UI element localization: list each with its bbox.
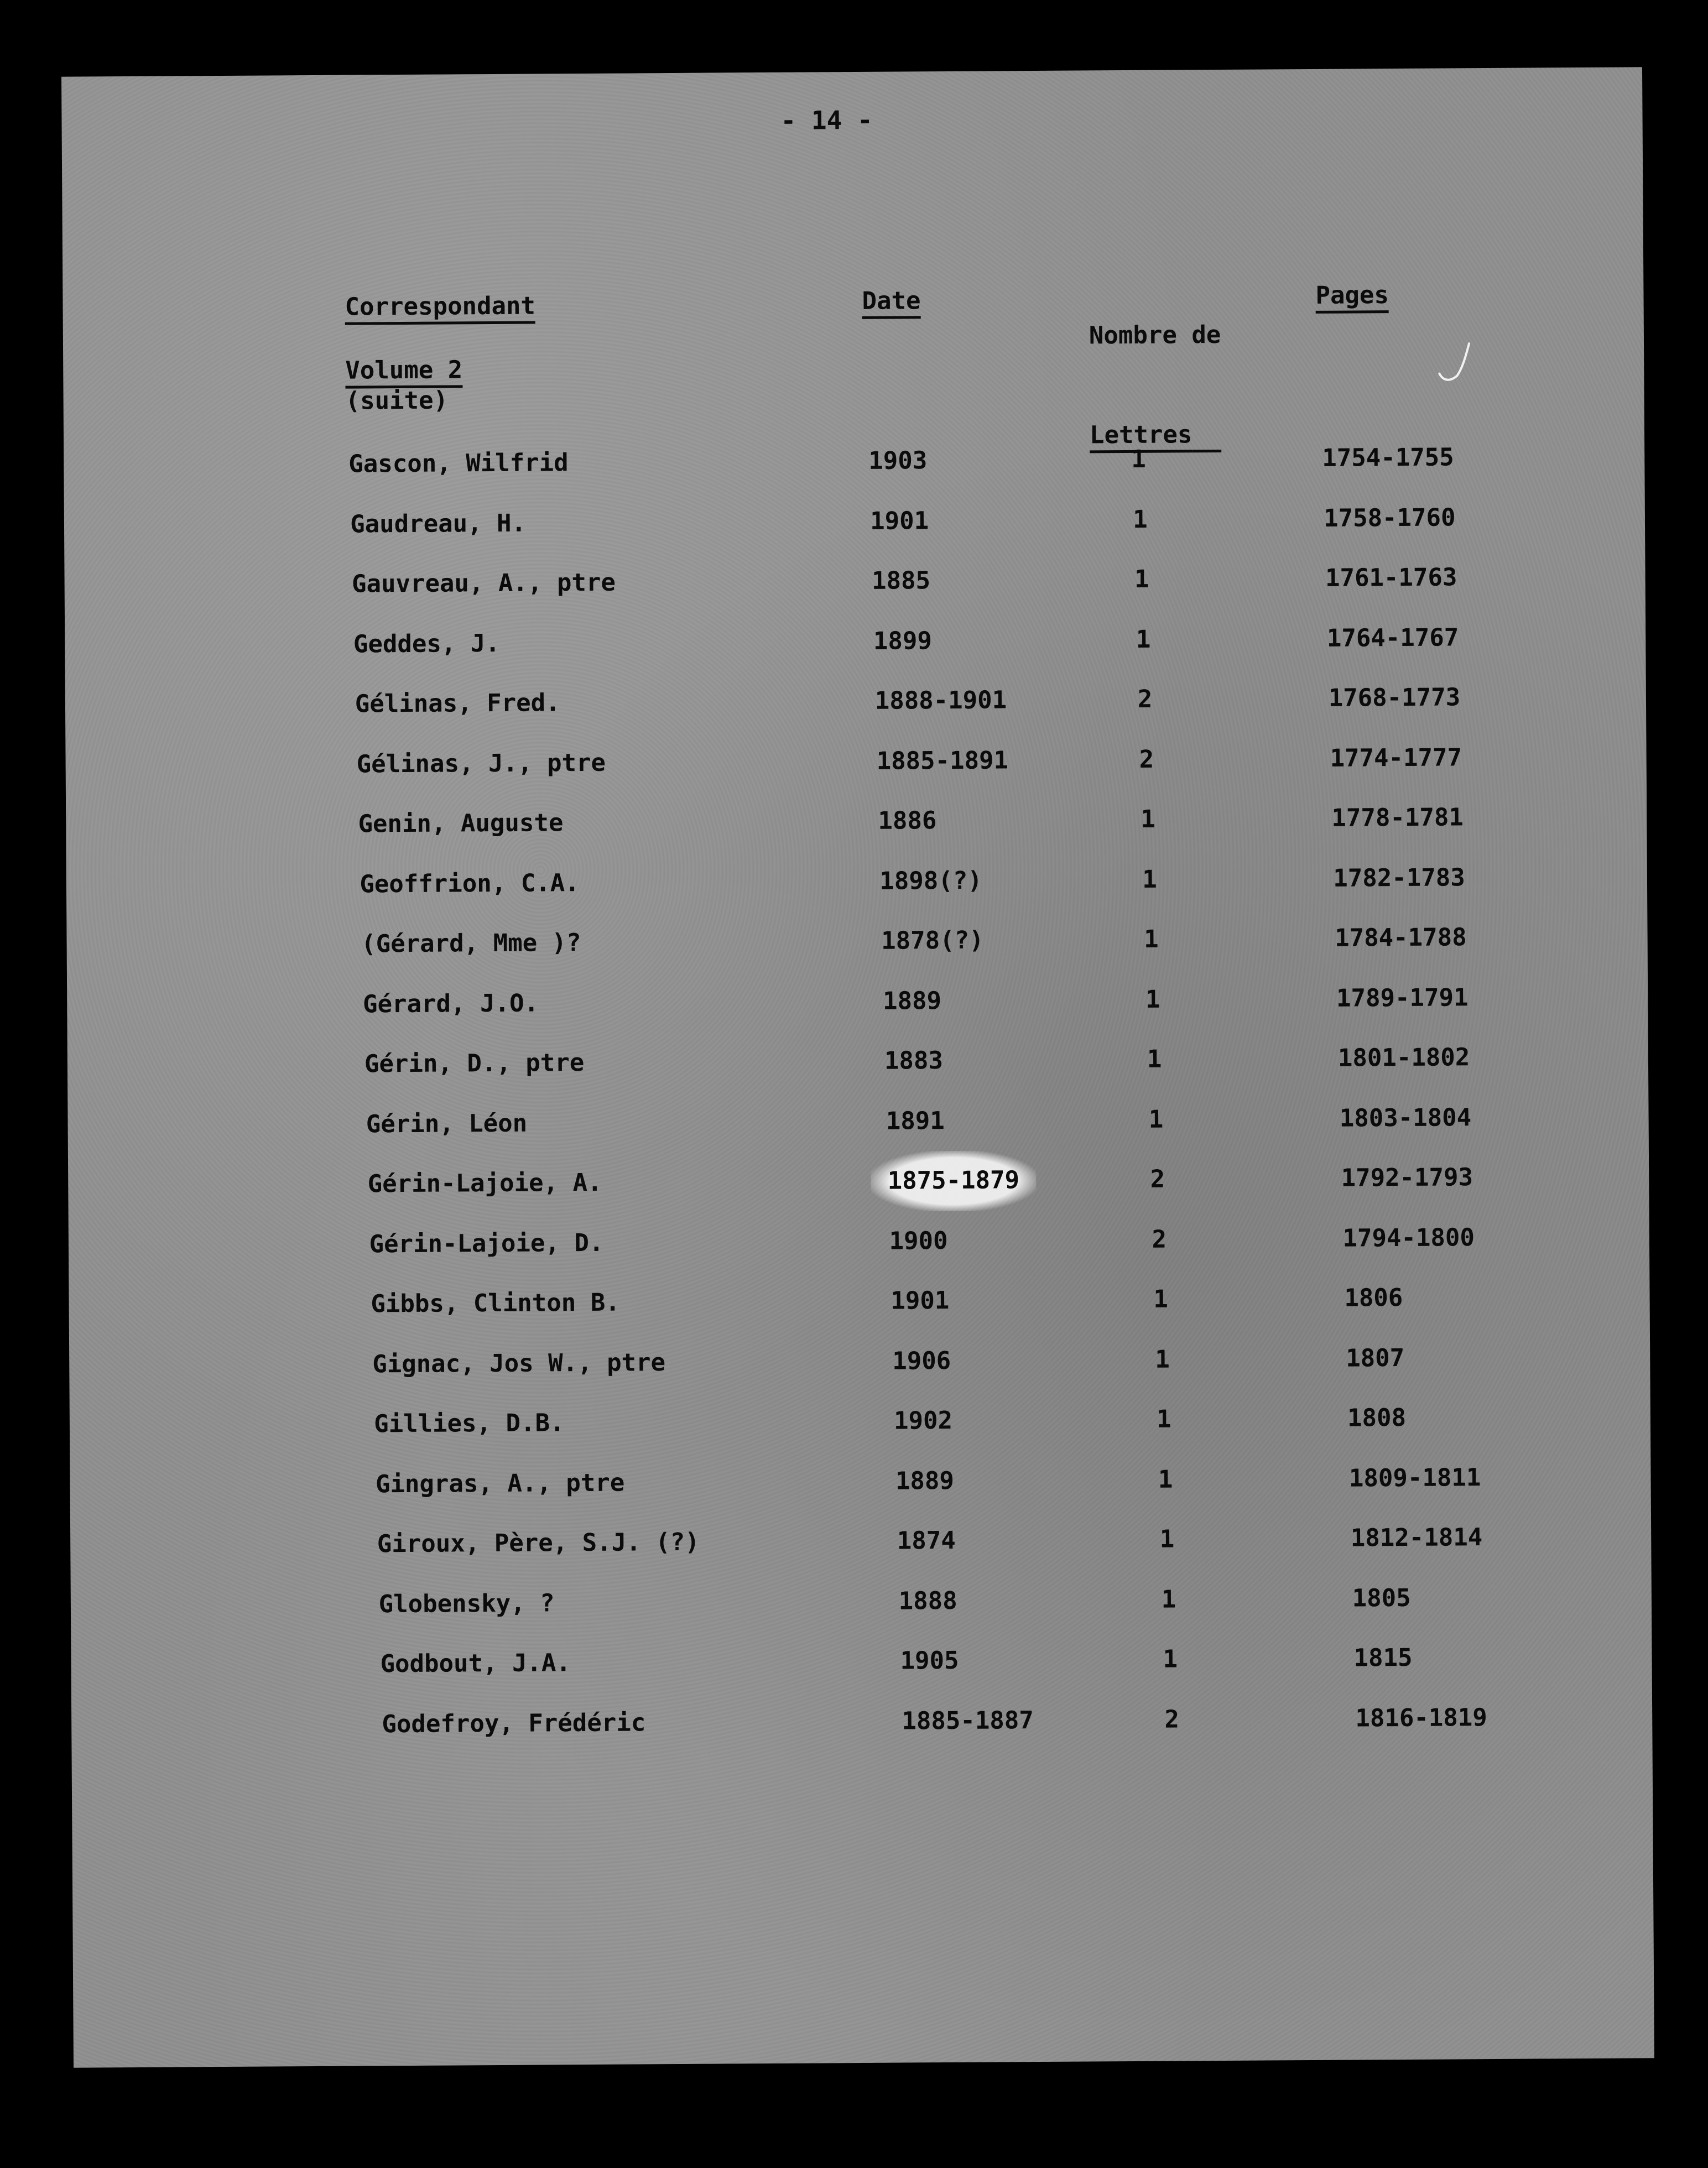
letter-count: 1: [1156, 1405, 1171, 1434]
page-range: 1774-1777: [1330, 743, 1462, 773]
page-range: 1807: [1346, 1343, 1405, 1373]
table-row: [76, 906, 1648, 976]
letter-count: 1: [1161, 1585, 1176, 1614]
table-row: [93, 1567, 1652, 1637]
letter-count: 2: [1152, 1225, 1167, 1254]
correspondent-name: Gérin-Lajoie, D.: [369, 1228, 604, 1258]
table-row: [70, 666, 1646, 736]
letter-count: 1: [1136, 625, 1151, 654]
correspondent-name: Gignac, Jos W., ptre: [372, 1348, 666, 1378]
table-row: [84, 1207, 1649, 1276]
table-row: [87, 1327, 1650, 1396]
header-date-label: Date: [862, 286, 920, 319]
letter-date: 1885-1891: [876, 746, 1009, 775]
table-row: [86, 1267, 1650, 1336]
letter-date: 1898(?): [879, 866, 982, 895]
letter-count: 2: [1139, 745, 1154, 774]
letter-count: 2: [1150, 1165, 1165, 1194]
page-range: 1758-1760: [1323, 503, 1456, 533]
letter-date: 1902: [893, 1406, 953, 1435]
letter-date: 1889: [895, 1466, 955, 1495]
page-range: 1794-1800: [1342, 1223, 1475, 1253]
table-row: [73, 786, 1647, 856]
letter-date: 1900: [889, 1226, 948, 1255]
document-page: [61, 67, 1654, 2067]
letter-count: 1: [1144, 925, 1159, 953]
correspondent-name: Gillies, D.B.: [373, 1409, 565, 1439]
letter-date: 1888-1901: [874, 686, 1007, 715]
correspondent-name: Gascon, Wilfrid: [348, 449, 569, 478]
page-range: 1764-1767: [1326, 623, 1459, 653]
page-range: 1782-1783: [1333, 863, 1465, 893]
letter-date: 1875-1879: [871, 1150, 1036, 1211]
letter-date: 1906: [892, 1346, 951, 1375]
letter-date: 1883: [884, 1046, 944, 1075]
table-row: [89, 1387, 1650, 1456]
table-row: [92, 1507, 1652, 1576]
correspondent-name: (Gérard, Mme )?: [361, 929, 581, 958]
page-range: 1816-1819: [1355, 1703, 1487, 1733]
correspondent-name: Godbout, J.A.: [380, 1649, 571, 1679]
correspondent-name: Geoffrion, C.A.: [360, 868, 580, 898]
correspondent-name: Gélinas, J., ptre: [356, 748, 606, 779]
correspondent-name: Gérin-Lajoie, A.: [367, 1168, 602, 1198]
letter-date: 1878(?): [881, 926, 984, 955]
header-correspondant: [345, 290, 535, 324]
checkmark-icon: [1435, 339, 1474, 389]
letter-count: 1: [1155, 1345, 1170, 1374]
page-range: 1754-1755: [1322, 443, 1454, 472]
table-row: [69, 607, 1646, 676]
table-row: [71, 727, 1647, 796]
section-volume-label: Volume 2: [345, 356, 462, 388]
letter-count: 1: [1163, 1645, 1178, 1674]
page-number: - 14 -: [780, 105, 873, 136]
table-row: [80, 1026, 1649, 1096]
header-nombre-line1: Nombre de: [1089, 320, 1221, 350]
letter-count: 1: [1158, 1465, 1173, 1494]
correspondent-name: Gibbs, Clinton B.: [371, 1288, 620, 1318]
page-range: 1808: [1347, 1403, 1407, 1432]
header-date: [862, 284, 920, 318]
letter-count: 1: [1142, 865, 1157, 894]
table-row: [78, 967, 1648, 1036]
table-row: [95, 1627, 1652, 1696]
page-range: 1761-1763: [1325, 563, 1457, 592]
letter-date: 1901: [869, 506, 929, 535]
page-range: 1805: [1352, 1583, 1411, 1613]
correspondent-name: Gérin, Léon: [366, 1109, 528, 1138]
correspondent-name: Globensky, ?: [378, 1588, 555, 1618]
correspondent-name: Gérin, D., ptre: [364, 1049, 585, 1078]
header-pages-label: Pages: [1315, 281, 1389, 314]
letter-count: 2: [1137, 685, 1153, 713]
letter-count: 1: [1148, 1105, 1164, 1134]
letter-date: 1885: [871, 566, 931, 595]
correspondent-name: Gérard, J.O.: [362, 989, 539, 1018]
table-row: [91, 1447, 1651, 1516]
page-range: 1789-1791: [1336, 983, 1469, 1013]
correspondent-name: Giroux, Père, S.J. (?): [377, 1528, 700, 1559]
correspondence-table: [64, 426, 1653, 1756]
correspondent-name: Gingras, A., ptre: [375, 1468, 625, 1498]
correspondent-name: Gaudreau, H.: [350, 509, 527, 539]
page-range: 1806: [1344, 1283, 1403, 1312]
letter-count: 2: [1164, 1705, 1180, 1734]
table-row: [64, 426, 1645, 496]
table-row: [97, 1687, 1652, 1757]
correspondent-name: Geddes, J.: [353, 629, 500, 659]
letter-count: 1: [1145, 985, 1160, 1014]
letter-count: 1: [1141, 805, 1156, 833]
letter-date: 1901: [891, 1286, 950, 1315]
letter-count: 1: [1132, 505, 1148, 534]
section-volume: [345, 353, 462, 387]
letter-count: 1: [1134, 565, 1149, 593]
letter-count: 1: [1147, 1045, 1162, 1073]
table-row: [67, 546, 1645, 616]
letter-count: 1: [1159, 1525, 1175, 1554]
table-row: [82, 1146, 1649, 1216]
header-correspondant-label: Correspondant: [345, 292, 535, 325]
letter-date: 1888: [898, 1586, 957, 1615]
header-nombre-line2: Lettres: [1090, 420, 1193, 453]
page-range: 1768-1773: [1328, 683, 1461, 712]
table-row: [65, 487, 1645, 556]
page-range: 1809-1811: [1348, 1463, 1481, 1493]
correspondent-name: Gélinas, Fred.: [355, 689, 560, 718]
correspondent-name: Godefroy, Frédéric: [382, 1708, 646, 1738]
page-range: 1792-1793: [1341, 1163, 1473, 1192]
table-row: [81, 1087, 1648, 1156]
letter-date: 1885-1887: [902, 1706, 1034, 1736]
table-row: [75, 847, 1647, 916]
page-range: 1784-1788: [1335, 923, 1467, 952]
page-range: 1778-1781: [1331, 803, 1464, 832]
page-range: 1803-1804: [1339, 1103, 1472, 1133]
page-range: 1812-1814: [1350, 1523, 1483, 1552]
letter-date: 1874: [897, 1526, 956, 1555]
letter-date: 1903: [868, 446, 928, 475]
correspondent-name: Genin, Auguste: [358, 809, 564, 838]
letter-date: 1889: [882, 986, 942, 1015]
letter-date: 1899: [873, 626, 933, 655]
letter-count: 1: [1131, 445, 1146, 473]
correspondent-name: Gauvreau, A., ptre: [351, 568, 616, 598]
letter-date: 1886: [878, 806, 937, 835]
header-pages: [1315, 279, 1389, 312]
page-range: 1801-1802: [1337, 1043, 1470, 1072]
page-range: 1815: [1353, 1643, 1413, 1672]
letter-date: 1891: [886, 1106, 945, 1135]
letter-date: 1905: [900, 1646, 959, 1675]
section-suite: (suite): [345, 386, 449, 415]
letter-count: 1: [1153, 1285, 1169, 1314]
